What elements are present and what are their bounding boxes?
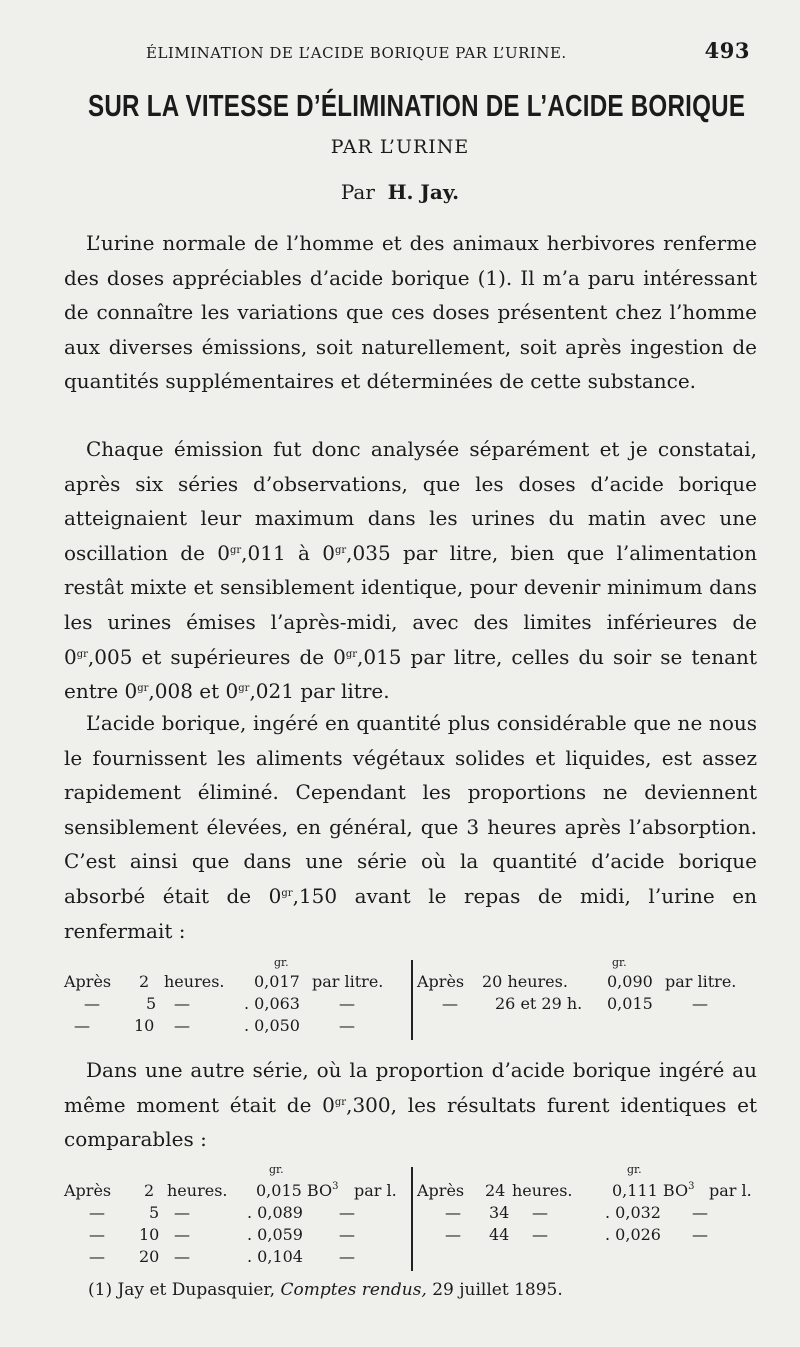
table-divider bbox=[411, 1167, 413, 1271]
results-table-2: gr. Après 2 heures. 0,015 $BO^3$ par l. — 5 — . 0,089 — — 10 — . 0,059 — — 20 — . 0,104 — gr. Après 24 heures. 0,111 $BO^3$ par l. — 34 — . 0,032 — — 44 — . 0,026 — bbox=[64, 1163, 757, 1269]
table-unit-header: gr. bbox=[274, 956, 289, 969]
running-title: ÉLIMINATION DE L’ACIDE BORIQUE PAR L’URINE. bbox=[146, 44, 567, 62]
journal-title: Comptes rendus, bbox=[280, 1280, 427, 1300]
table-divider bbox=[411, 960, 413, 1040]
paragraph-1-text: L’urine normale de l’homme et des animaux herbivores renferme des doses appréciables d’acide borique (1). Il m’a paru intéressant de connaître les variations que ces doses présentent chez l’homme aux diverses émissions, soit naturellement, soit après ingestion de quantités supplémentaires et déterminées de cette substance. bbox=[64, 231, 757, 394]
paragraph-2 bbox=[64, 432, 757, 709]
footnote: (1) Jay et Dupasquier, Comptes rendus, 29 juillet 1895. bbox=[88, 1280, 563, 1300]
paragraph-2-text: Chaque émission fut donc analysée séparément et je constatai, après six séries d’observations, que les doses d’acide borique atteignaient leur maximum dans les urines du matin avec une oscillation de $0^{gr},011$ à $0^{gr},035$ par litre, bien que l’alimentation restât mixte et sensiblement identique, pour devenir minimum dans les urines émises l’après-midi, avec des limites inférieures de $0^{gr},005$ et supérieures de $0^{gr},015$ par litre, celles du soir se tenant entre $0^{gr},008$ et $0^{gr},021$ par litre. bbox=[64, 437, 758, 704]
paragraph-1 bbox=[64, 226, 757, 399]
results-table-1: gr. Après 2 heures. 0,017 par litre. — 5 — . 0,063 — — 10 — . 0,050 — gr. Après 20 heures. 0,090 par litre. — 26 et 29 h. 0,015 — bbox=[64, 956, 757, 1036]
paragraph-3-text: L’acide borique, ingéré en quantité plus considérable que ne nous le fournissent les aliments végétaux solides et liquides, est assez rapidement éliminé. Cependant les proportions ne deviennent sensiblement élevées, en général, que 3 heures après l’absorption. C’est ainsi que dans une série où la quantité d’acide borique absorbé était de $0^{gr},150$ avant le repas de midi, l’urine en renfermait : bbox=[64, 711, 757, 943]
page-number: 493 bbox=[704, 38, 750, 63]
article-subtitle: PAR L’URINE bbox=[330, 136, 470, 158]
paragraph-4-text: Dans une autre série, où la proportion d’acide borique ingéré au même moment était de $0^{gr},300$, les résultats furent identiques et comparables : bbox=[64, 1058, 757, 1152]
paragraph-3 bbox=[64, 706, 757, 948]
author-name: H. Jay. bbox=[387, 180, 460, 204]
gram-superscript: gr bbox=[229, 544, 242, 556]
paragraph-4 bbox=[64, 1053, 757, 1157]
article-title: SUR LA VITESSE D’ÉLIMINATION DE L’ACIDE BORIQUE bbox=[88, 88, 746, 123]
byline bbox=[0, 180, 800, 204]
byline-prefix: Par bbox=[340, 180, 375, 204]
running-head bbox=[60, 38, 760, 68]
